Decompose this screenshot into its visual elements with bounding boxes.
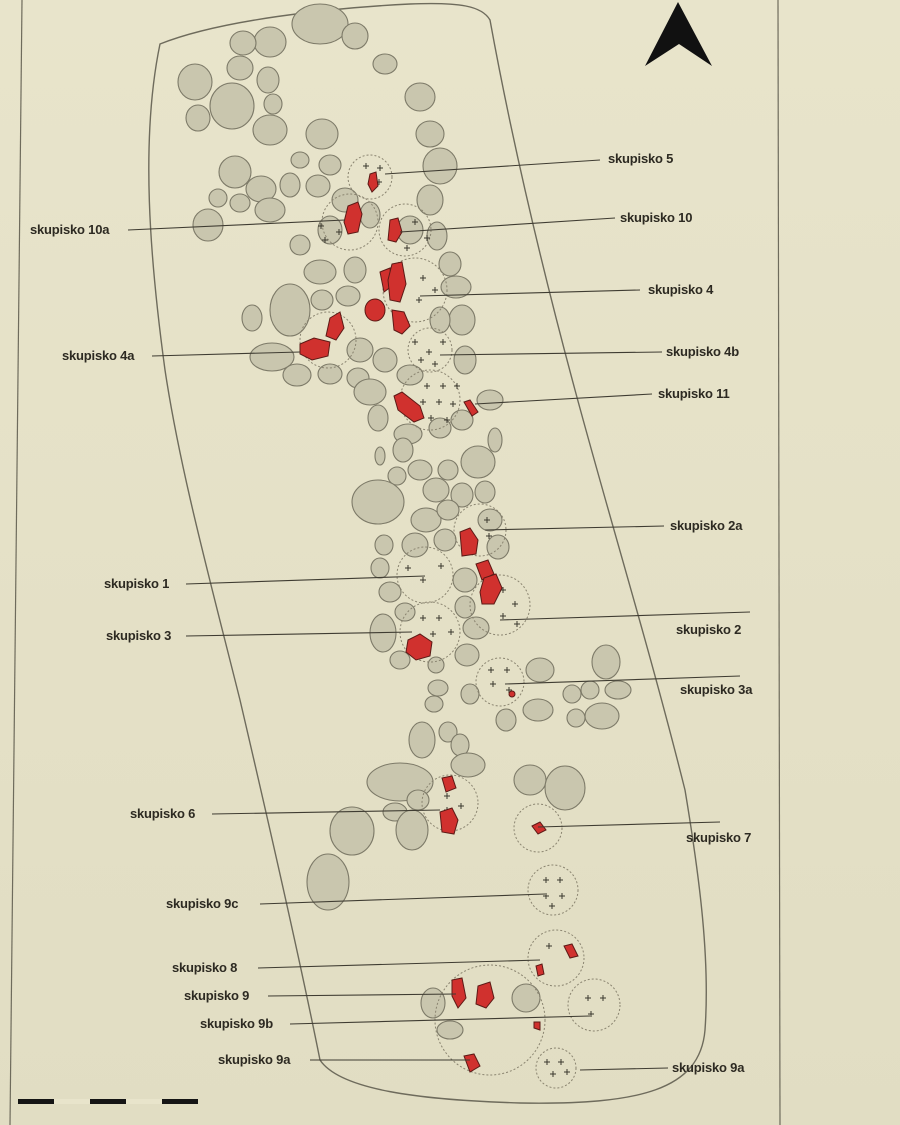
- label-skupisko-5: skupisko 5: [608, 151, 674, 166]
- stone: [416, 121, 444, 147]
- stone: [257, 67, 279, 93]
- stone: [210, 83, 254, 129]
- stone: [209, 189, 227, 207]
- stone: [437, 500, 459, 520]
- stone: [563, 685, 581, 703]
- stone: [421, 988, 445, 1018]
- label-skupisko-4: skupisko 4: [648, 282, 714, 297]
- stone: [264, 94, 282, 114]
- stone: [451, 410, 473, 430]
- stone: [255, 198, 285, 222]
- stone: [306, 175, 330, 197]
- stone: [423, 148, 457, 184]
- red-cluster: [392, 310, 410, 334]
- cluster-circle: [536, 1048, 576, 1088]
- cluster-circle: [568, 979, 620, 1031]
- stone: [342, 23, 368, 49]
- stone: [354, 379, 386, 405]
- label-skupisko-7: skupisko 7: [686, 830, 752, 845]
- stone: [319, 155, 341, 175]
- red-cluster: [365, 299, 385, 321]
- stone: [227, 56, 253, 80]
- stone: [290, 235, 310, 255]
- stone: [230, 31, 256, 55]
- stone: [463, 617, 489, 639]
- label-skupisko-3a: skupisko 3a: [680, 682, 753, 697]
- label-skupisko-9a-right: skupisko 9a: [672, 1060, 745, 1075]
- stone: [336, 286, 360, 306]
- stone: [477, 390, 503, 410]
- stone: [526, 658, 554, 682]
- red-cluster: [564, 944, 578, 958]
- stone: [375, 535, 393, 555]
- red-cluster: [300, 338, 330, 360]
- label-skupisko-10a: skupisko 10a: [30, 222, 110, 237]
- red-cluster: [536, 964, 544, 976]
- stone: [592, 645, 620, 679]
- stone: [292, 4, 348, 44]
- stone: [488, 428, 502, 452]
- stone: [344, 257, 366, 283]
- stone: [186, 105, 210, 131]
- stone: [393, 438, 413, 462]
- label-skupisko-9: skupisko 9: [184, 988, 250, 1003]
- label-skupisko-8: skupisko 8: [172, 960, 238, 975]
- red-cluster: [460, 528, 478, 556]
- stone: [390, 651, 410, 669]
- red-cluster: [326, 312, 344, 340]
- stone: [581, 681, 599, 699]
- stone: [605, 681, 631, 699]
- label-skupisko-6: skupisko 6: [130, 806, 196, 821]
- label-skupisko-9a-left: skupisko 9a: [218, 1052, 291, 1067]
- red-cluster: [388, 262, 406, 302]
- cluster-circle: [476, 658, 524, 706]
- stone: [219, 156, 251, 188]
- stone: [438, 460, 458, 480]
- cross-markers: [318, 163, 606, 1077]
- stone: [407, 790, 429, 810]
- stone: [434, 529, 456, 551]
- cluster-circle: [528, 930, 584, 986]
- stone: [487, 535, 509, 559]
- label-skupisko-4b: skupisko 4b: [666, 344, 739, 359]
- stone: [449, 305, 475, 335]
- stone: [318, 364, 342, 384]
- red-cluster: [532, 822, 546, 834]
- stone: [375, 447, 385, 465]
- stone: [283, 364, 311, 386]
- stone: [254, 27, 286, 57]
- stones-layer: [178, 4, 631, 1039]
- stone: [395, 603, 415, 621]
- stone: [514, 765, 546, 795]
- stone: [425, 696, 443, 712]
- stone: [230, 194, 250, 212]
- stone: [545, 766, 585, 810]
- stone: [409, 722, 435, 758]
- stone: [368, 405, 388, 431]
- red-cluster: [394, 392, 424, 422]
- stone: [193, 209, 223, 241]
- red-cluster: [534, 1022, 540, 1030]
- stone: [280, 173, 300, 197]
- stone: [437, 1021, 463, 1039]
- stone: [475, 481, 495, 503]
- stone: [417, 185, 443, 215]
- label-skupisko-1: skupisko 1: [104, 576, 170, 591]
- stone: [461, 446, 495, 478]
- stone: [411, 508, 441, 532]
- stone: [496, 709, 516, 731]
- stone: [291, 152, 309, 168]
- stone: [585, 703, 619, 729]
- stone: [178, 64, 212, 100]
- red-cluster: [442, 776, 456, 792]
- stone: [451, 753, 485, 777]
- stone: [373, 348, 397, 372]
- red-cluster: [452, 978, 466, 1008]
- stone: [270, 284, 310, 336]
- stone: [330, 807, 374, 855]
- stone: [430, 307, 450, 333]
- stone: [306, 119, 338, 149]
- label-skupisko-11: skupisko 11: [658, 386, 730, 401]
- cluster-circle: [397, 547, 453, 603]
- stone: [405, 83, 435, 111]
- stone: [453, 568, 477, 592]
- stone: [311, 290, 333, 310]
- stone: [379, 582, 401, 602]
- stone: [428, 680, 448, 696]
- stone: [454, 346, 476, 374]
- stone: [396, 810, 428, 850]
- frame-right-line: [778, 0, 780, 1125]
- stone: [352, 480, 404, 524]
- red-cluster: [368, 172, 378, 192]
- stone: [523, 699, 553, 721]
- stone: [512, 984, 540, 1012]
- label-skupisko-4a: skupisko 4a: [62, 348, 135, 363]
- stone: [439, 252, 461, 276]
- stone: [347, 338, 373, 362]
- red-cluster: [464, 1054, 480, 1072]
- scale-bar: [18, 1099, 198, 1104]
- red-cluster: [509, 691, 515, 697]
- label-skupisko-2: skupisko 2: [676, 622, 742, 637]
- label-skupisko-3: skupisko 3: [106, 628, 172, 643]
- label-skupisko-9c: skupisko 9c: [166, 896, 239, 911]
- label-skupisko-2a: skupisko 2a: [670, 518, 743, 533]
- stone: [397, 365, 423, 385]
- red-cluster: [406, 634, 432, 660]
- stone: [373, 54, 397, 74]
- stone: [371, 558, 389, 578]
- stone: [253, 115, 287, 145]
- stone: [402, 533, 428, 557]
- stone: [304, 260, 336, 284]
- frame-left-line: [10, 0, 22, 1125]
- north-arrow-icon: [645, 2, 712, 66]
- stone: [428, 657, 444, 673]
- stone: [423, 478, 449, 502]
- stone: [427, 222, 447, 250]
- red-cluster: [440, 808, 458, 834]
- cluster-circle: [528, 865, 578, 915]
- stone: [408, 460, 432, 480]
- stone: [242, 305, 262, 331]
- stone: [567, 709, 585, 727]
- red-cluster: [476, 982, 494, 1008]
- label-skupisko-10: skupisko 10: [620, 210, 693, 225]
- label-skupisko-9b: skupisko 9b: [200, 1016, 273, 1031]
- stone: [455, 644, 479, 666]
